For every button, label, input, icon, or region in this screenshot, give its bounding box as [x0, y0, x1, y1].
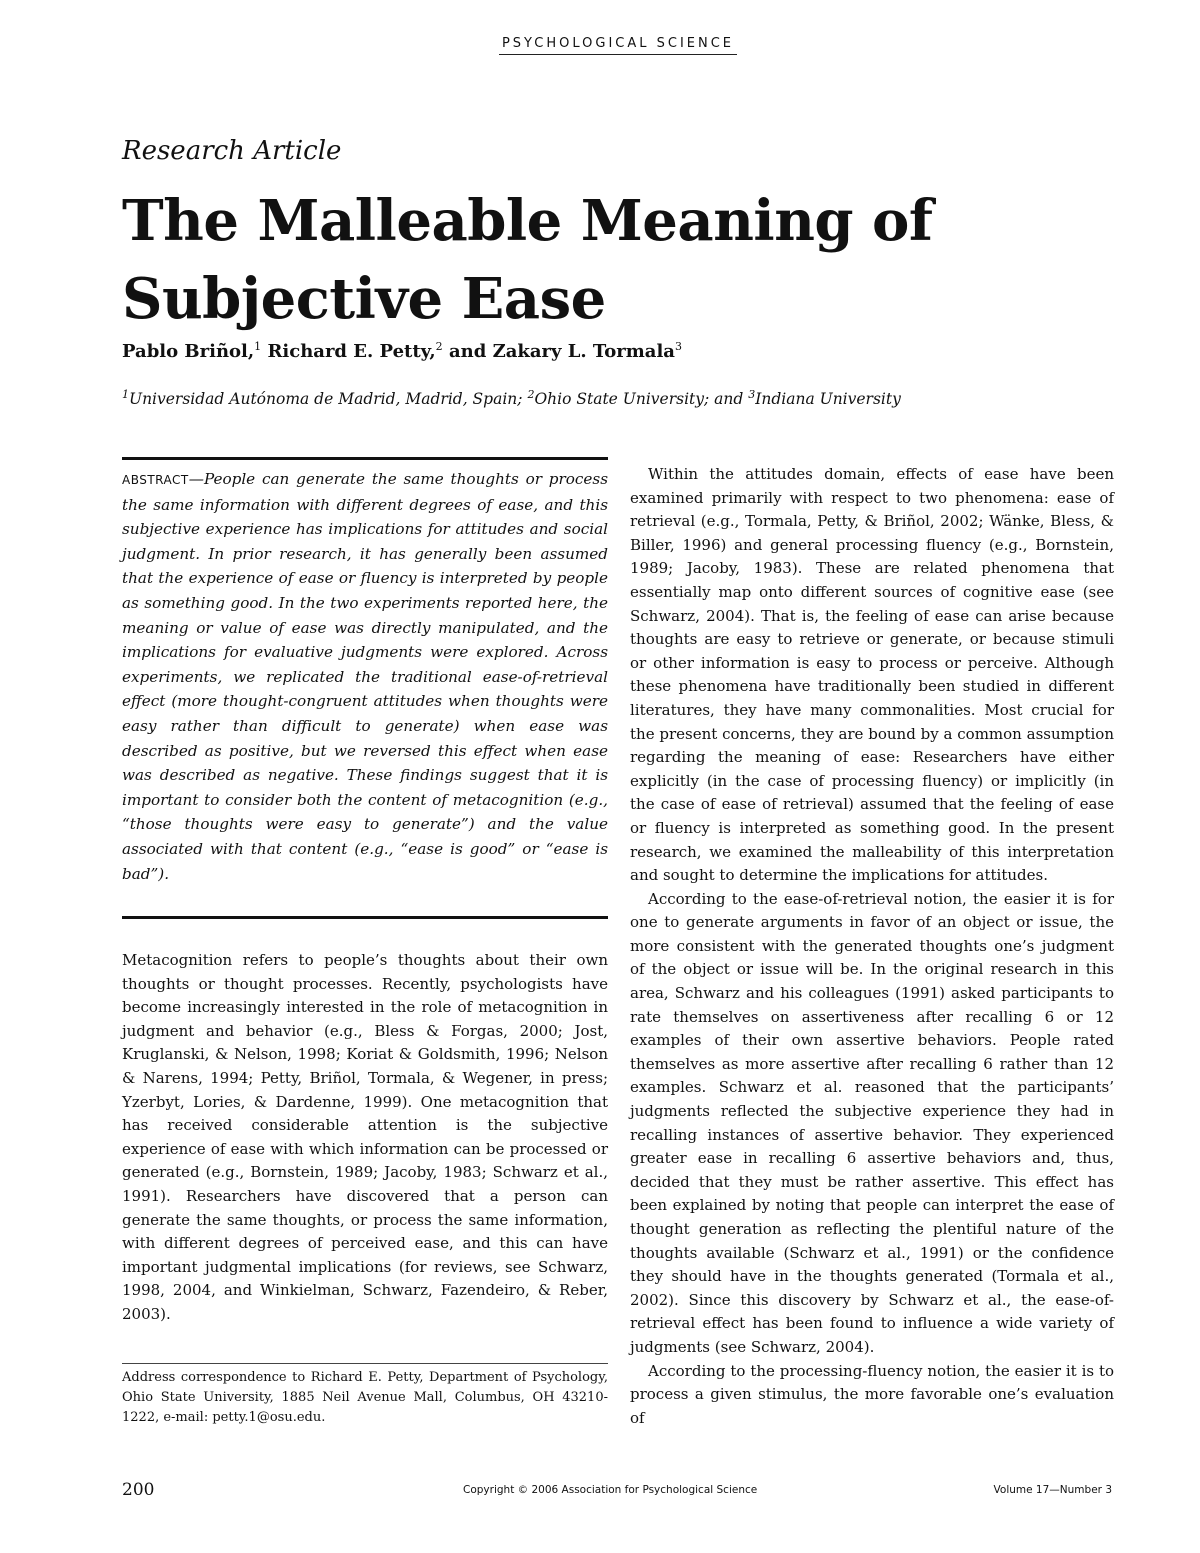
title-line-2: Subjective Ease — [122, 266, 606, 332]
author-affil-mark: 3 — [674, 340, 682, 353]
article-title — [122, 182, 1022, 338]
affiliations — [122, 388, 1022, 408]
author-list — [122, 340, 682, 362]
title-line-1: The Malleable Meaning of — [122, 188, 933, 254]
affiliation: Ohio State University; and — [534, 390, 744, 409]
footnote-rule — [122, 1363, 608, 1364]
body-paragraph: Within the attitudes domain, effects of ease have been examined primarily with respect to two phenomena: ease of retrieval (e.g., Tormala, Petty, & Briñol, 2002; Wänke, Bless, & Biller, 1996) and general processing fluency (e.g., Bornstein, 1989; Jacoby, 1983). These are related phenomena that essentially map onto different sources of cognitive ease (see Schwarz, 2004). That is, the feeling of ease can arise because thoughts are easy to retrieve or generate, or because stimuli or other information is easy to process or perceive. Although these phenomena have traditionally been studied in different literatures, they have many commonalities. Most crucial for the present concerns, they are bound by a common assumption regarding the meaning of ease: Researchers have either explicitly (in the case of processing fluency) or implicitly (in the case of ease of retrieval) assumed that the feeling of ease or fluency is interpreted as something good. In the present research, we examined the malleability of this interpretation and sought to determine the implications for attitudes. — [630, 465, 1114, 885]
abstract-label: ABSTRACT — [122, 473, 189, 487]
author-conjunction: and — [448, 341, 487, 362]
intro-paragraph: Metacognition refers to people’s thoughts about their own thoughts or thought processes. Recently, psychologists have become increasingly interested in the role of metacognition in judgment and behavior (e.g., Bless & Forgas, 2000; Jost, Kruglanski, & Nelson, 1998; Koriat & Goldsmith, 1996; Nelson & Narens, 1994; Petty, Briñol, Tormala, & Wegener, in press; Yzerbyt, Lories, & Dardenne, 1999). One metacognition that has received considerable attention is the subjective experience of ease with which information can be processed or generated (e.g., Bornstein, 1989; Jacoby, 1983; Schwarz et al., 1991). Researchers have discovered that a person can generate the same thoughts, or process the same information, with different degrees of perceived ease, and this can have important judgmental implications (for reviews, see Schwarz, 1998, 2004, and Winkielman, Schwarz, Fazendeiro, & Reber, 2003). — [122, 951, 608, 1323]
author-name: Zakary L. Tormala — [492, 341, 675, 362]
body-paragraph: According to the processing-fluency notion, the easier it is to process a given stimulus, the more favorable one’s evaluation of — [630, 1361, 1114, 1427]
page-number: 200 — [122, 1480, 155, 1500]
abstract-top-rule — [122, 457, 608, 460]
journal-header: PSYCHOLOGICAL SCIENCE — [499, 36, 737, 55]
abstract-text: People can generate the same thoughts or process the same information with different degrees of ease, and this subjective experience has implications for attitudes and social judgment. In prior research, it has generally been assumed that the experience of ease or fluency is interpreted by people as something good. In the two experiments reported here, the meaning or value of ease was directly manipulated, and the implications for evaluative judgments were explored. Across experiments, we replicated the traditional ease-of-retrieval effect (more thought-congruent attitudes when thoughts were easy rather than difficult to generate) when ease was described as positive, but we reversed this effect when ease was described as negative. These findings suggest that it is important to consider both the content of metacognition (e.g., “those thoughts were easy to generate”) and the value associated with that content (e.g., “ease is good” or “ease is bad”). — [122, 470, 608, 883]
affiliation: Indiana University — [755, 390, 901, 409]
affil-mark: 3 — [748, 388, 756, 401]
copyright-notice: Copyright © 2006 Association for Psychological Science — [463, 1484, 758, 1496]
author-name: Richard E. Petty, — [267, 341, 436, 362]
author-name: Pablo Briñol, — [122, 341, 255, 362]
abstract-dash: — — [188, 470, 204, 488]
abstract — [122, 467, 608, 886]
body-paragraph: According to the ease-of-retrieval notion, the easier it is for one to generate arguments in favor of an object or issue, the more consistent with the generated thoughts one’s judgment of the object or issue will be. In the original research in this area, Schwarz and his colleagues (1991) asked participants to rate themselves on assertiveness after recalling 6 or 12 examples of their own assertive behaviors. People rated themselves as more assertive after recalling 6 rather than 12 examples. Schwarz et al. reasoned that the participants’ judgments reflected the subjective experience they had in recalling instances of assertive behavior. They experienced greater ease in recalling 6 assertive behaviors and, thus, decided that they must be rather assertive. This effect has been explained by noting that people can interpret the ease of thought generation as reflecting the plentiful nature of the thoughts available (Schwarz et al., 1991) or the confidence they should have in the thoughts generated (Tormala et al., 2002). Since this discovery by Schwarz et al., the ease-of-retrieval effect has been found to influence a wide variety of judgments (see Schwarz, 2004). — [630, 889, 1114, 1356]
article-type: Research Article — [122, 136, 342, 166]
affil-mark: 2 — [527, 388, 535, 401]
right-column — [630, 463, 1114, 1430]
volume-info: Volume 17—Number 3 — [993, 1484, 1112, 1496]
author-affil-mark: 2 — [435, 340, 443, 353]
affil-mark: 1 — [122, 388, 129, 401]
affiliation: Universidad Autónoma de Madrid, Madrid, Spain; — [129, 390, 523, 409]
correspondence-footnote: Address correspondence to Richard E. Petty, Department of Psychology, Ohio State University, 1885 Neil Avenue Mall, Columbus, OH 43210-1222, e-mail: petty.1@osu.edu. — [122, 1370, 608, 1425]
abstract-bottom-rule — [122, 916, 608, 919]
author-affil-mark: 1 — [254, 340, 262, 353]
